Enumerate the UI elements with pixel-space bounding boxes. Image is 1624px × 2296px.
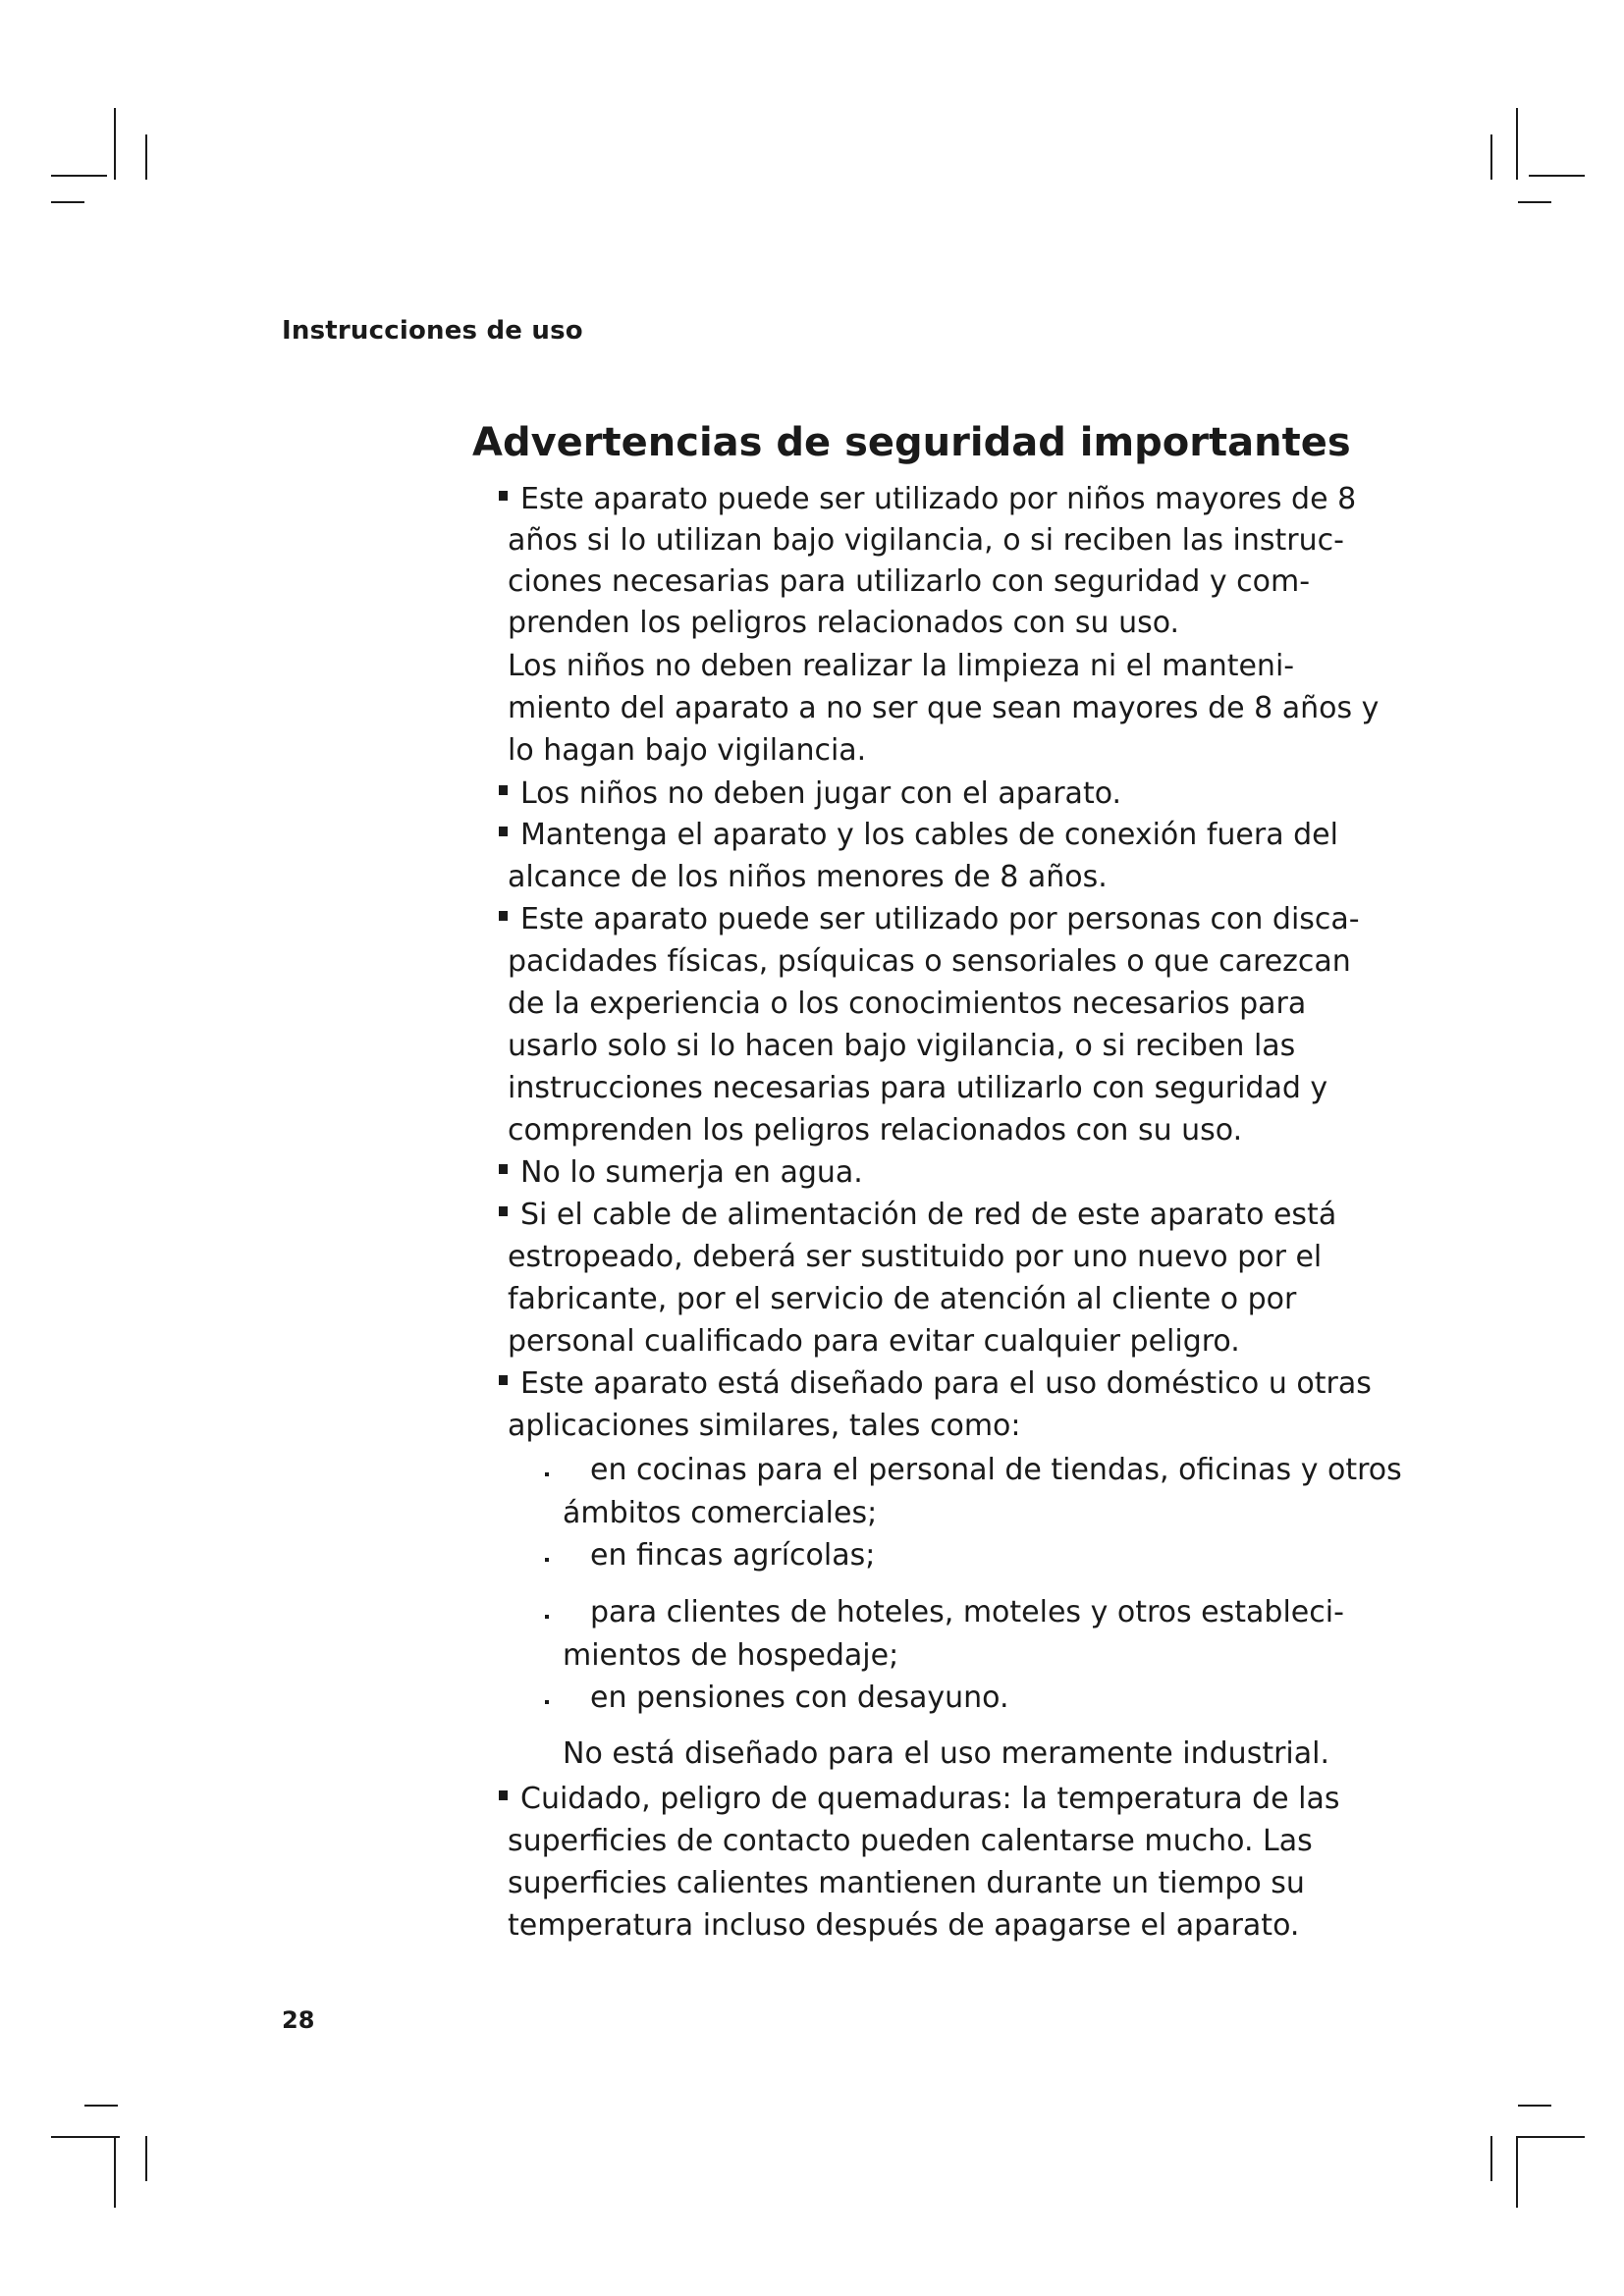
warning-line: Cuidado, peligro de quemaduras: la temperatura de las — [520, 1782, 1340, 1816]
usage-line: para clientes de hoteles, moteles y otros estableci- — [590, 1595, 1344, 1629]
bullet-square — [499, 1790, 508, 1800]
crop-mark-top-left-v2 — [145, 134, 147, 180]
usage-line: ámbitos comerciales; — [563, 1496, 878, 1530]
bullet-square — [499, 491, 508, 501]
usage-line: en pensiones con desayuno. — [590, 1681, 1009, 1715]
warning-line: Este aparato puede ser utilizado por personas con disca- — [520, 902, 1360, 936]
crop-mark-bottom-right-v — [1516, 2136, 1518, 2208]
usage-line: en cocinas para el personal de tiendas, oficinas y otros — [590, 1453, 1402, 1487]
warning-line: alcance de los niños menores de 8 años. — [508, 860, 1108, 894]
crop-mark-top-right-v — [1516, 108, 1518, 180]
warning-line: años si lo utilizan bajo vigilancia, o si reciben las instruc- — [508, 523, 1344, 558]
warning-line: Los niños no deben realizar la limpieza ni el manteni- — [508, 649, 1295, 683]
warning-line: ciones necesarias para utilizarlo con seguridad y com- — [508, 564, 1311, 599]
bullet-square — [499, 1164, 508, 1174]
warning-line: Este aparato está diseñado para el uso doméstico u otras — [520, 1366, 1372, 1401]
crop-mark-top-right-h2 — [1518, 201, 1551, 203]
crop-mark-bottom-right-h — [1516, 2136, 1585, 2138]
usage-line: mientos de hospedaje; — [563, 1638, 899, 1673]
warning-line: usarlo solo si lo hacen bajo vigilancia, o si reciben las — [508, 1029, 1296, 1063]
bullet-square — [499, 1375, 508, 1385]
page-number: 28 — [282, 2006, 315, 2034]
usage-line: en fincas agrícolas; — [590, 1538, 876, 1573]
warning-line: prenden los peligros relacionados con su uso. — [508, 606, 1180, 640]
crop-mark-bottom-left-h — [51, 2136, 120, 2138]
warning-line: fabricante, por el servicio de atención al cliente o por — [508, 1282, 1297, 1316]
crop-mark-bottom-right-v2 — [1490, 2136, 1492, 2181]
warning-line: pacidades físicas, psíquicas o sensoriales o que carezcan — [508, 944, 1351, 979]
bullet-square — [499, 785, 508, 795]
bullet-dot — [545, 1558, 549, 1562]
warning-line: Si el cable de alimentación de red de este aparato está — [520, 1198, 1337, 1232]
warning-line: temperatura incluso después de apagarse el aparato. — [508, 1908, 1300, 1943]
crop-mark-bottom-right-h2 — [1518, 2105, 1551, 2107]
crop-mark-top-right-v2 — [1490, 134, 1492, 180]
warning-line: Mantenga el aparato y los cables de conexión fuera del — [520, 818, 1338, 852]
crop-mark-bottom-left-v2 — [145, 2136, 147, 2181]
running-header: Instrucciones de uso — [282, 316, 583, 346]
bullet-dot — [545, 1615, 549, 1619]
warning-line: lo hagan bajo vigilancia. — [508, 733, 867, 768]
warning-line: No lo sumerja en agua. — [520, 1155, 863, 1190]
warning-line: superficies calientes mantienen durante un tiempo su — [508, 1866, 1305, 1900]
warning-line: instrucciones necesarias para utilizarlo con seguridad y — [508, 1071, 1328, 1105]
warning-line: superficies de contacto pueden calentarse mucho. Las — [508, 1824, 1313, 1858]
crop-mark-bottom-left-v — [114, 2136, 116, 2208]
bullet-dot — [545, 1472, 549, 1476]
warning-line: miento del aparato a no ser que sean mayores de 8 años y — [508, 691, 1380, 725]
warning-line: Los niños no deben jugar con el aparato. — [520, 776, 1122, 811]
bullet-square — [499, 911, 508, 921]
crop-mark-top-left-h — [51, 175, 107, 177]
crop-mark-top-left-h2 — [51, 201, 84, 203]
crop-mark-top-left-v — [114, 108, 116, 180]
usage-note: No está diseñado para el uso meramente industrial. — [563, 1736, 1330, 1771]
bullet-square — [499, 1206, 508, 1216]
warning-line: aplicaciones similares, tales como: — [508, 1409, 1021, 1443]
bullet-dot — [545, 1700, 549, 1704]
warning-line: de la experiencia o los conocimientos necesarios para — [508, 987, 1307, 1021]
warning-line: estropeado, deberá ser sustituido por uno nuevo por el — [508, 1240, 1323, 1274]
section-title: Advertencias de seguridad importantes — [472, 420, 1351, 465]
warning-line: Este aparato puede ser utilizado por niños mayores de 8 — [520, 482, 1357, 516]
warning-line: comprenden los peligros relacionados con su uso. — [508, 1113, 1243, 1148]
crop-mark-top-right-h — [1529, 175, 1585, 177]
bullet-square — [499, 827, 508, 836]
warning-line: personal cualificado para evitar cualquier peligro. — [508, 1324, 1240, 1359]
crop-mark-bottom-left-h2 — [84, 2105, 118, 2107]
